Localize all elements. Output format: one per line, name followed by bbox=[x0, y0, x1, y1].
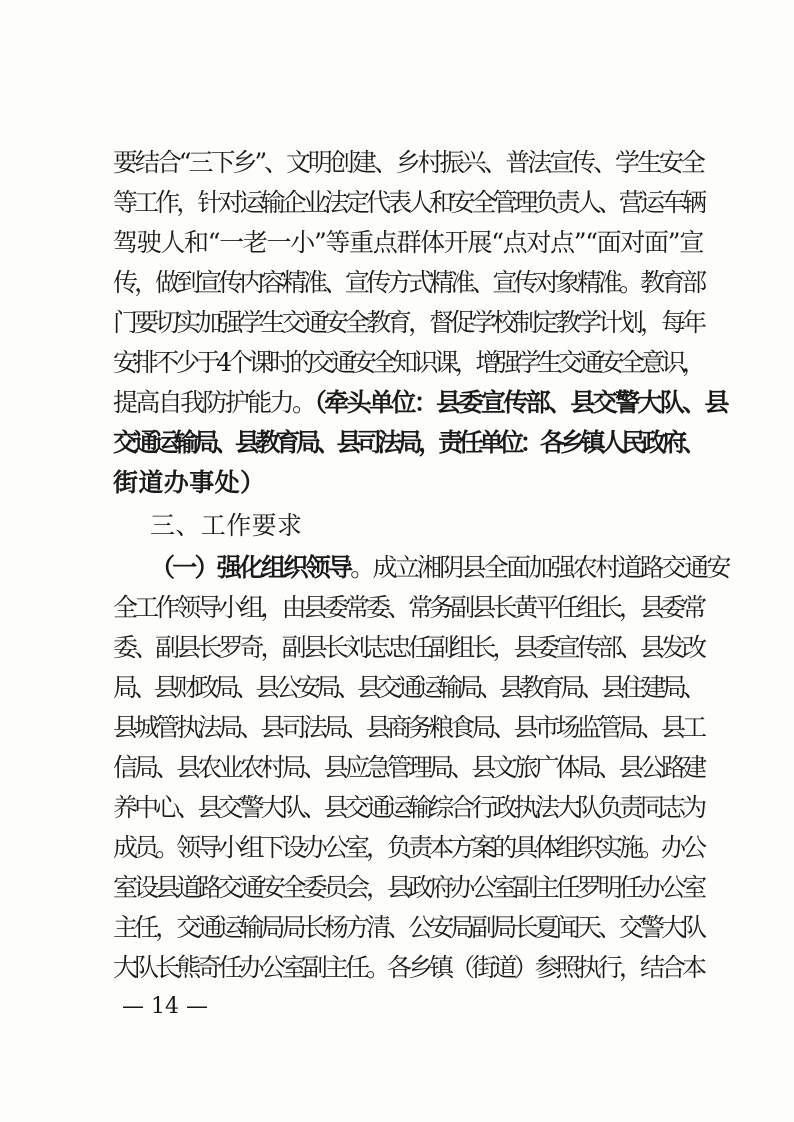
text-line: 县城管执法局、县司法局、县商务粮食局、县市场监管局、县工 bbox=[113, 713, 704, 742]
text-line bbox=[150, 548, 729, 588]
text-run: 。成立湘阴县全面加强农村道路交通安 bbox=[350, 553, 729, 582]
text-line: 信局、县农业农村局、县应急管理局、县文旅广体局、县公路建 bbox=[113, 753, 704, 782]
text-line: 等工作，针对运输企业法定代表人和安全管理负责人、营运车辆 bbox=[113, 188, 704, 217]
text-line: 门要切实加强学生交通安全教育，督促学校制定教学计划，每年 bbox=[113, 308, 704, 337]
text-line: 大队长熊奇任办公室副主任。各乡镇（街道）参照执行，结合本 bbox=[113, 953, 704, 982]
lead-unit-text: （牵头单位：县委宣传部、县交警大队、县 bbox=[314, 388, 727, 417]
text-line: 全工作领导小组，由县委常委、常务副县长黄平任组长，县委常 bbox=[113, 593, 704, 622]
subsection-heading: （一）强化组织领导 bbox=[150, 553, 351, 582]
page-number: — 14 — bbox=[122, 994, 208, 1019]
responsible-unit-text: 街道办事处） bbox=[113, 468, 266, 497]
section-heading: 三、工作要求 bbox=[150, 511, 303, 540]
text-line: 室设县道路交通安全委员会，县政府办公室副主任罗明任办公室 bbox=[113, 873, 704, 902]
text-run: 提高自我防护能力。 bbox=[113, 388, 315, 417]
text-line: 传，做到宣传内容精准、宣传方式精准、宣传对象精准。教育部 bbox=[113, 268, 704, 297]
text-line: 委、副县长罗奇，副县长刘志忠任副组长，县委宣传部、县发改 bbox=[113, 633, 704, 662]
text-line: 养中心、县交警大队、县交通运输综合行政执法大队负责同志为 bbox=[113, 793, 704, 822]
text-line: 驾驶人和“一老一小”等重点群体开展“点对点”“面对面”宣 bbox=[113, 228, 703, 257]
text-line: 主任，交通运输局局长杨方清、公安局副局长夏闻天、交警大队 bbox=[113, 913, 704, 942]
text-line: 局、县财政局、县公安局、县交通运输局、县教育局、县住建局、 bbox=[113, 673, 703, 702]
text-line: 安排不少于4个课时的交通安全知识课，增强学生交通安全意识， bbox=[113, 348, 703, 377]
text-line: 要结合“三下乡”、文明创建、乡村振兴、普法宣传、学生安全 bbox=[113, 148, 703, 177]
text-line: 成员。领导小组下设办公室，负责本方案的具体组织实施。办公 bbox=[113, 833, 704, 862]
responsible-unit-text: 交通运输局、县教育局、县司法局，责任单位：各乡镇人民政府、 bbox=[113, 428, 703, 457]
text-line bbox=[113, 383, 727, 423]
